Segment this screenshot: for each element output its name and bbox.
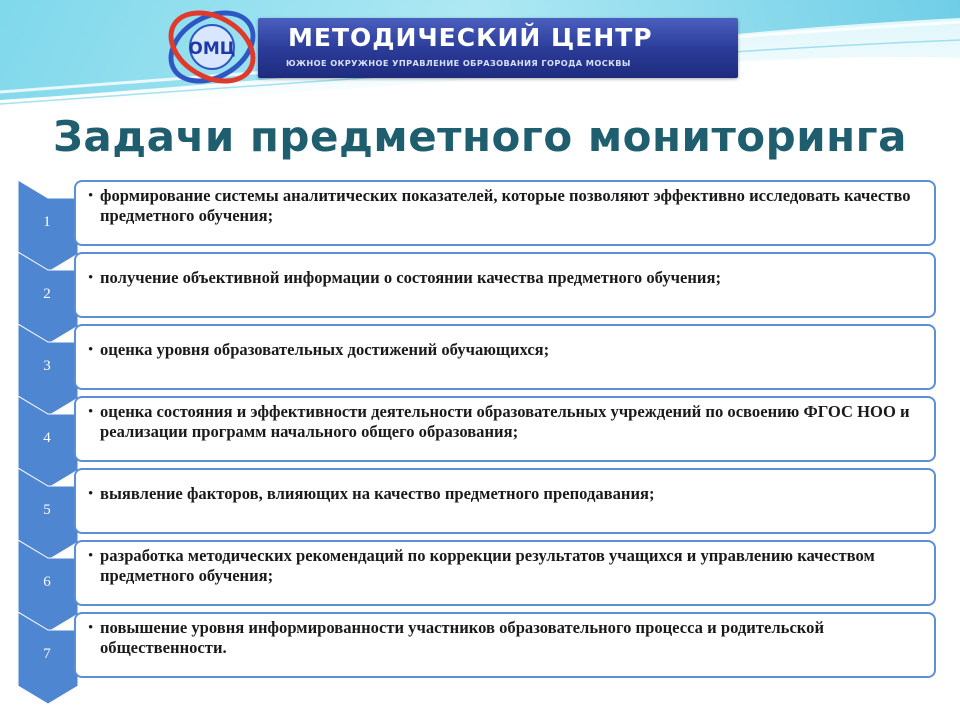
task-text: оценка состояния и эффективности деятельности образовательных учреждений по освоению ФГОС НОО и реализации программ начального общего образования; (100, 402, 910, 441)
bullet-icon: • (88, 270, 94, 286)
task-text: оценка уровня образовательных достижений обучающихся; (100, 340, 550, 359)
bullet-icon: • (88, 548, 94, 564)
task-number: 1 (43, 214, 51, 230)
bullet-icon: • (88, 486, 94, 502)
task-box (74, 396, 936, 462)
task-list (18, 180, 940, 692)
task-box (74, 180, 936, 246)
header-logo (158, 4, 738, 90)
bullet-icon: • (88, 188, 94, 204)
task-row-6 (18, 540, 940, 608)
header-banner (258, 18, 738, 78)
task-number: 5 (43, 502, 51, 518)
task-row-5 (18, 468, 940, 536)
task-number: 2 (43, 286, 51, 302)
slide-title: Задачи предметного мониторинга (53, 112, 907, 161)
bullet-icon: • (88, 620, 94, 636)
task-row-3 (18, 324, 940, 392)
banner-subtitle: ЮЖНОЕ ОКРУЖНОЕ УПРАВЛЕНИЕ ОБРАЗОВАНИЯ ГОРОДА МОСКВЫ (286, 58, 631, 68)
task-text: разработка методических рекомендаций по коррекции результатов учащихся и управлению качеством предметного обучения; (100, 546, 875, 585)
task-text: получение объективной информации о состоянии качества предметного обучения; (100, 268, 721, 287)
task-row-2 (18, 252, 940, 320)
task-row-7 (18, 612, 940, 680)
omc-emblem-icon (164, 4, 260, 90)
emblem-label: ОМЦ (188, 39, 236, 59)
bullet-icon: • (88, 404, 94, 420)
task-number: 4 (43, 430, 51, 446)
task-text: повышение уровня информированности участников образовательного процесса и родительской общественности. (100, 618, 825, 657)
task-row-4 (18, 396, 940, 464)
task-number: 6 (43, 574, 51, 590)
task-box (74, 324, 936, 390)
task-box (74, 540, 936, 606)
banner-title: МЕТОДИЧЕСКИЙ ЦЕНТР (288, 23, 653, 52)
task-box (74, 468, 936, 534)
task-box (74, 612, 936, 678)
task-text: выявление факторов, влияющих на качество предметного преподавания; (100, 484, 655, 503)
bullet-icon: • (88, 342, 94, 358)
task-number: 3 (43, 358, 51, 374)
task-box (74, 252, 936, 318)
task-row-1 (18, 180, 940, 248)
task-number: 7 (43, 646, 51, 662)
task-text: формирование системы аналитических показателей, которые позволяют эффективно исследовать качество предметного обучения; (100, 186, 911, 225)
